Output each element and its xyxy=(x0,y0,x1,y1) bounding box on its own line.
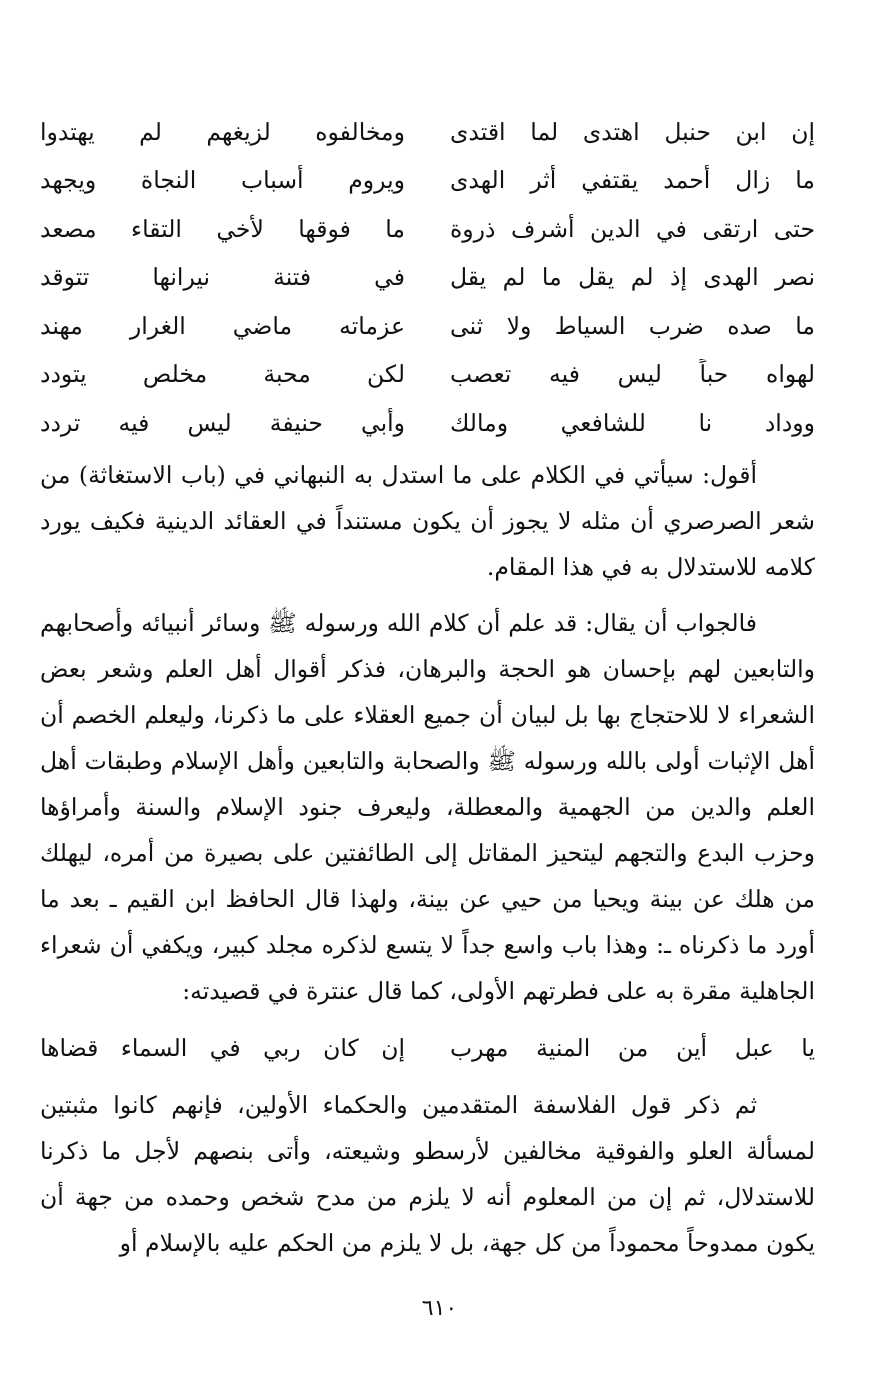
verse-first-hemistich: إن ابن حنبل اهتدى لما اقتدى xyxy=(450,117,815,146)
verse-second-hemistich: عزماته ماضي الغرار مهند xyxy=(40,311,405,340)
paragraph-philosophers: ثم ذكر قول الفلاسفة المتقدمين والحكماء الأولين، فإنهم كانوا مثبتين لمسألة العلو والفوقية مخالفين لأرسطو وشيعته، وأتى بنصهم لأجل ما ذكرنا للاستدلال، ثم إن من المعلوم أنه لا يلزم من مدح شخص وحمده من جهة أن يكون ممدوحاً محموداً من كل جهة، بل لا يلزم من الحكم عليه بالإسلام أو xyxy=(40,1090,815,1257)
poem-verse xyxy=(40,302,815,351)
verse-second-hemistich: وأبي حنيفة ليس فيه تردد xyxy=(40,408,405,437)
paragraph-comment: أقول: سيأتي في الكلام على ما استدل به النبهاني في (باب الاستغاثة) من شعر الصرصري أن مثله لا يجوز أن يكون مستنداً في العقائد الدينية فكيف يورد كلامه للاستدلال به في هذا المقام. xyxy=(40,460,815,581)
verse-first-hemistich: ووداد نا للشافعي ومالك xyxy=(450,408,815,437)
poem-verse xyxy=(40,108,815,157)
poem-verse xyxy=(40,157,815,206)
verse-first-hemistich: لهواه حباً ليس فيه تعصب xyxy=(450,360,815,389)
verse-first-hemistich: نصر الهدى إذ لم يقل ما لم يقل xyxy=(450,263,815,292)
verse-first-hemistich: حتى ارتقى في الدين أشرف ذروة xyxy=(450,214,815,243)
page-content xyxy=(40,108,815,1266)
verse-second-hemistich: ومخالفوه لزيغهم لم يهتدوا xyxy=(40,117,405,146)
poem-verse xyxy=(40,205,815,254)
poem-block xyxy=(40,108,815,448)
verse-first-hemistich: ما زال أحمد يقتفي أثر الهدى xyxy=(450,166,815,195)
antara-verse xyxy=(40,1026,815,1072)
poem-verse xyxy=(40,254,815,303)
verse-second-hemistich: لكن محبة مخلص يتودد xyxy=(40,360,405,389)
poem-verse xyxy=(40,351,815,400)
verse-first-hemistich: يا عبل أين من المنية مهرب xyxy=(450,1034,815,1063)
poem-verse xyxy=(40,399,815,448)
verse-second-hemistich: ما فوقها لأخي التقاء مصعد xyxy=(40,214,405,243)
paragraph-answer: فالجواب أن يقال: قد علم أن كلام الله ورسوله ﷺ وسائر أنبيائه وأصحابهم والتابعين لهم بإحسان هو الحجة والبرهان، فذكر أقوال أهل العلم وشعر بعض الشعراء لا للاحتجاج بها بل لبيان أن جميع العقلاء على ما ذكرنا، وليعلم الخصم أن أهل الإثبات أولى بالله ورسوله ﷺ والصحابة والتابعين وأهل الإسلام وطبقات أهل العلم والدين من الجهمية والمعطلة، وليعرف جنود الإسلام والسنة وأمراؤها وحزب البدع والتجهم ليتحيز المقاتل إلى الطائفتين على بصيرة من أمره، ليهلك من هلك عن بينة ويحيا من حيي عن بينة، ولهذا قال الحافظ ابن القيم ـ بعد ما أورد ما ذكرناه ـ: وهذا باب واسع جداً لا يتسع لذكره مجلد كبير، ويكفي أن شعراء الجاهلية مقرة به على فطرتهم الأولى، كما قال عنترة في قصيدته: xyxy=(40,608,815,1005)
verse-second-hemistich: ويروم أسباب النجاة ويجهد xyxy=(40,166,405,195)
verse-first-hemistich: ما صده ضرب السياط ولا ثنى xyxy=(450,311,815,340)
page-number: ٦١٠ xyxy=(421,1296,458,1321)
verse-second-hemistich: في فتنة نيرانها تتوقد xyxy=(40,263,405,292)
verse-second-hemistich: إن كان ربي في السماء قضاها xyxy=(40,1034,405,1063)
